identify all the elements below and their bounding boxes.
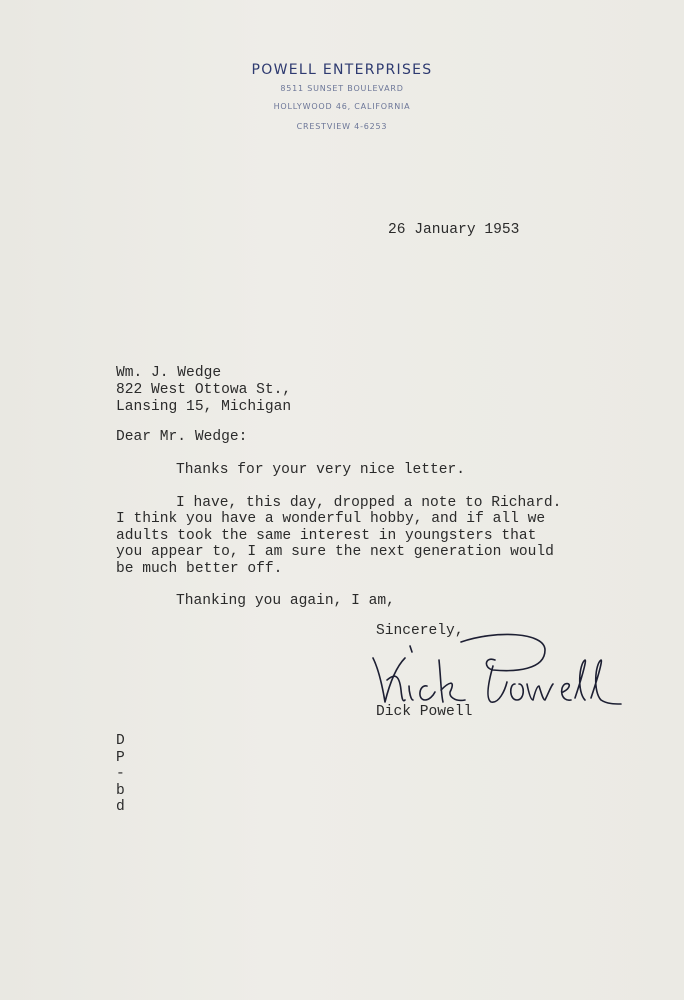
salutation: Dear Mr. Wedge: (116, 429, 248, 445)
letter-date: 26 January 1953 (388, 222, 520, 238)
letterhead-phone: CRESTVIEW 4-6253 (296, 122, 388, 131)
recipient-name: Wm. J. Wedge (116, 365, 222, 381)
paragraph-2-line: I have, this day, dropped a note to Richard. (176, 495, 562, 511)
typist-initial: d (116, 799, 125, 815)
paragraph-2-line: be much better off. (116, 561, 283, 577)
paragraph-3: Thanking you again, I am, (176, 593, 395, 609)
paragraph-2-line: you appear to, I am sure the next generation would (116, 544, 554, 560)
letterhead-city: HOLLYWOOD 46, CALIFORNIA (273, 102, 411, 111)
paragraph-2-line: adults took the same interest in youngsters that (116, 528, 537, 544)
typist-initial: b (116, 783, 125, 799)
closing: Sincerely, (376, 623, 464, 639)
letterhead-street: 8511 SUNSET BOULEVARD (280, 84, 404, 93)
signer-name: Dick Powell (376, 704, 473, 720)
paragraph-1: Thanks for your very nice letter. (176, 462, 466, 478)
handwritten-signature (365, 620, 625, 710)
recipient-city: Lansing 15, Michigan (116, 399, 292, 415)
typist-initial: P (116, 750, 125, 766)
letterhead-company: POWELL ENTERPRISES (251, 62, 433, 78)
paragraph-2-line: I think you have a wonderful hobby, and if all we (116, 511, 546, 527)
typist-initial: D (116, 733, 125, 749)
recipient-street: 822 West Ottowa St., (116, 382, 292, 398)
typist-initial: - (116, 766, 125, 782)
